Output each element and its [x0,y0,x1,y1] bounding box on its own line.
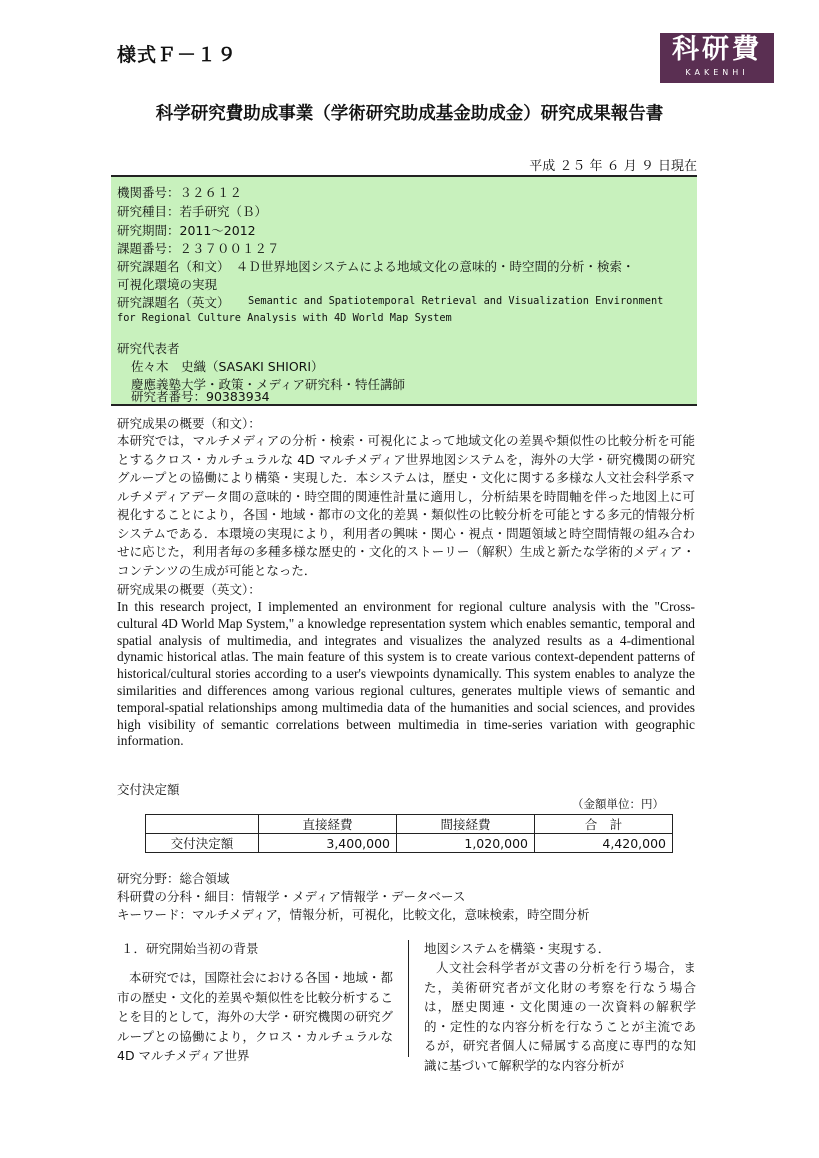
grant-label: 交付決定額 [117,782,180,797]
grant-unit: （金額単位：円） [572,797,664,811]
title-en-label: 研究課題名（英文） [117,295,230,310]
grant-header-total: 合 計 [535,815,673,834]
grant-header-indirect: 間接経費 [397,815,535,834]
logo-main: 科研費 [672,34,762,65]
report-title: 科学研究費助成事業（学術研究助成基金助成金）研究成果報告書 [155,104,664,124]
research-period: 研究期間：2011～2012 [117,223,256,238]
title-ja-line2: 可視化環境の実現 [117,277,218,292]
title-ja-line1: 研究課題名（和文） ４Ｄ世界地図システムによる地域文化の意味的・時空間的分析・検索・ [117,259,635,274]
grant-table [145,814,673,853]
summary-en-text: In this research project, I implemented an environment for regional culture analysis with the "Cross-cultural 4D World Map System," a knowledge representation system which enables semantic, temporal and spatial analysis of multimedia, and integrates and visualizes the analyzed results as a 4-dimentional dynamic historical atlas. The main feature of this system is to create various context-dependent patterns of historical/cultural stories according to a user's viewpoints dynamically. This system enables to analyze the similarities and differences among various regional cultures, generates multiple views of semantic and temporal-spatial relationships among multimedia data of the humanities and social sciences, and provides high visibility of semantic correlations between multimedia in time-series variation with geographic information. [117,599,695,749]
background-left-text: 本研究では，国際社会における各国・地域・都市の歴史・文化的差異や類似性を比較分析することを目的として，海外の大学・研究機関の研究グループとの協働により，クロス・カルチュラルな 4D マルチメディア世界 [117,970,393,1063]
grant-table-header [146,815,673,834]
representative-label: 研究代表者 [117,341,180,356]
grant-direct-value: 3,400,000 [259,834,397,853]
background-right-text1: 地図システムを構築・実現する． [424,941,611,956]
background-heading: １．研究開始当初の背景 [121,941,259,956]
institution-code: 機関番号：３２６１２ [117,185,243,200]
form-id: 様式Ｆ－１９ [117,44,238,66]
project-number: 課題番号：２３７００１２７ [117,241,280,256]
researcher-number: 研究者番号：90383934 [131,389,270,404]
title-en-line2: for Regional Culture Analysis with 4D World Map System [117,312,452,324]
grant-table-row [146,834,673,853]
research-field: 研究分野：総合領域 [117,871,230,886]
title-en-line1: Semantic and Spatiotemporal Retrieval and Visualization Environment [248,295,664,307]
grant-row-label: 交付決定額 [146,834,259,853]
column-divider [408,940,409,1057]
summary-en-label: 研究成果の概要（英文）： [117,582,261,597]
summary-ja-label: 研究成果の概要（和文）： [117,416,261,431]
report-date: 平成 ２５ 年 ６ 月 ９ 日現在 [529,159,697,174]
research-category: 研究種目：若手研究（Ｂ） [117,204,268,219]
background-right-text2: 人文社会科学者が文書の分析を行う場合，また，美術研究者が文化財の考察を行なう場合は，歴史関連・文化関連の一次資料の解釈学的・定性的な内容分析を行なうことが主流であるが，研究者個人に帰属する高度に専門的な知識に基づいて解釈学的な内容分析が [424,960,696,1073]
grant-indirect-value: 1,020,000 [397,834,535,853]
representative-affiliation: 慶應義塾大学・政策・メディア研究科・特任講師 [131,377,406,392]
grant-header-direct: 直接経費 [259,815,397,834]
project-info-box [111,175,697,406]
grant-total-value: 4,420,000 [535,834,673,853]
research-subfield: 科研費の分科・細目：情報学・メディア情報学・データベース [117,889,466,904]
kakenhi-logo [660,33,774,83]
grant-header-blank [146,815,259,834]
representative-name: 佐々木 史織（SASAKI SHIORI） [131,359,324,374]
logo-sub: KAKENHI [685,68,749,77]
keywords: キーワード：マルチメディア，情報分析，可視化，比較文化，意味検索，時空間分析 [117,907,590,922]
summary-ja-text: 本研究では，マルチメディアの分析・検索・可視化によって地域文化の差異や類似性の比較分析を可能とするクロス・カルチュラルな 4D マルチメディア世界地図システムを，海外の大学・研究機関の研究グループとの協働により構築・実現した．本システムは，歴史・文化に関する多様な人文社会科学系マルチメディアデータ間の意味的・時空間的関連性計量に適用し，分析結果を時間軸を伴った地図上に可視化することにより，各国・地域・都市の文化的差異・類似性の比較分析を可能とする多元的情報分析システムである．本環境の実現により，利用者の興味・関心・視点・問題領域と時空間情報の組み合わせに応じた，利用者毎の多種多様な歴史的・文化的ストーリー（解釈）生成と新たな学術的メディア・コンテンツの生成が可能となった． [117,433,695,578]
